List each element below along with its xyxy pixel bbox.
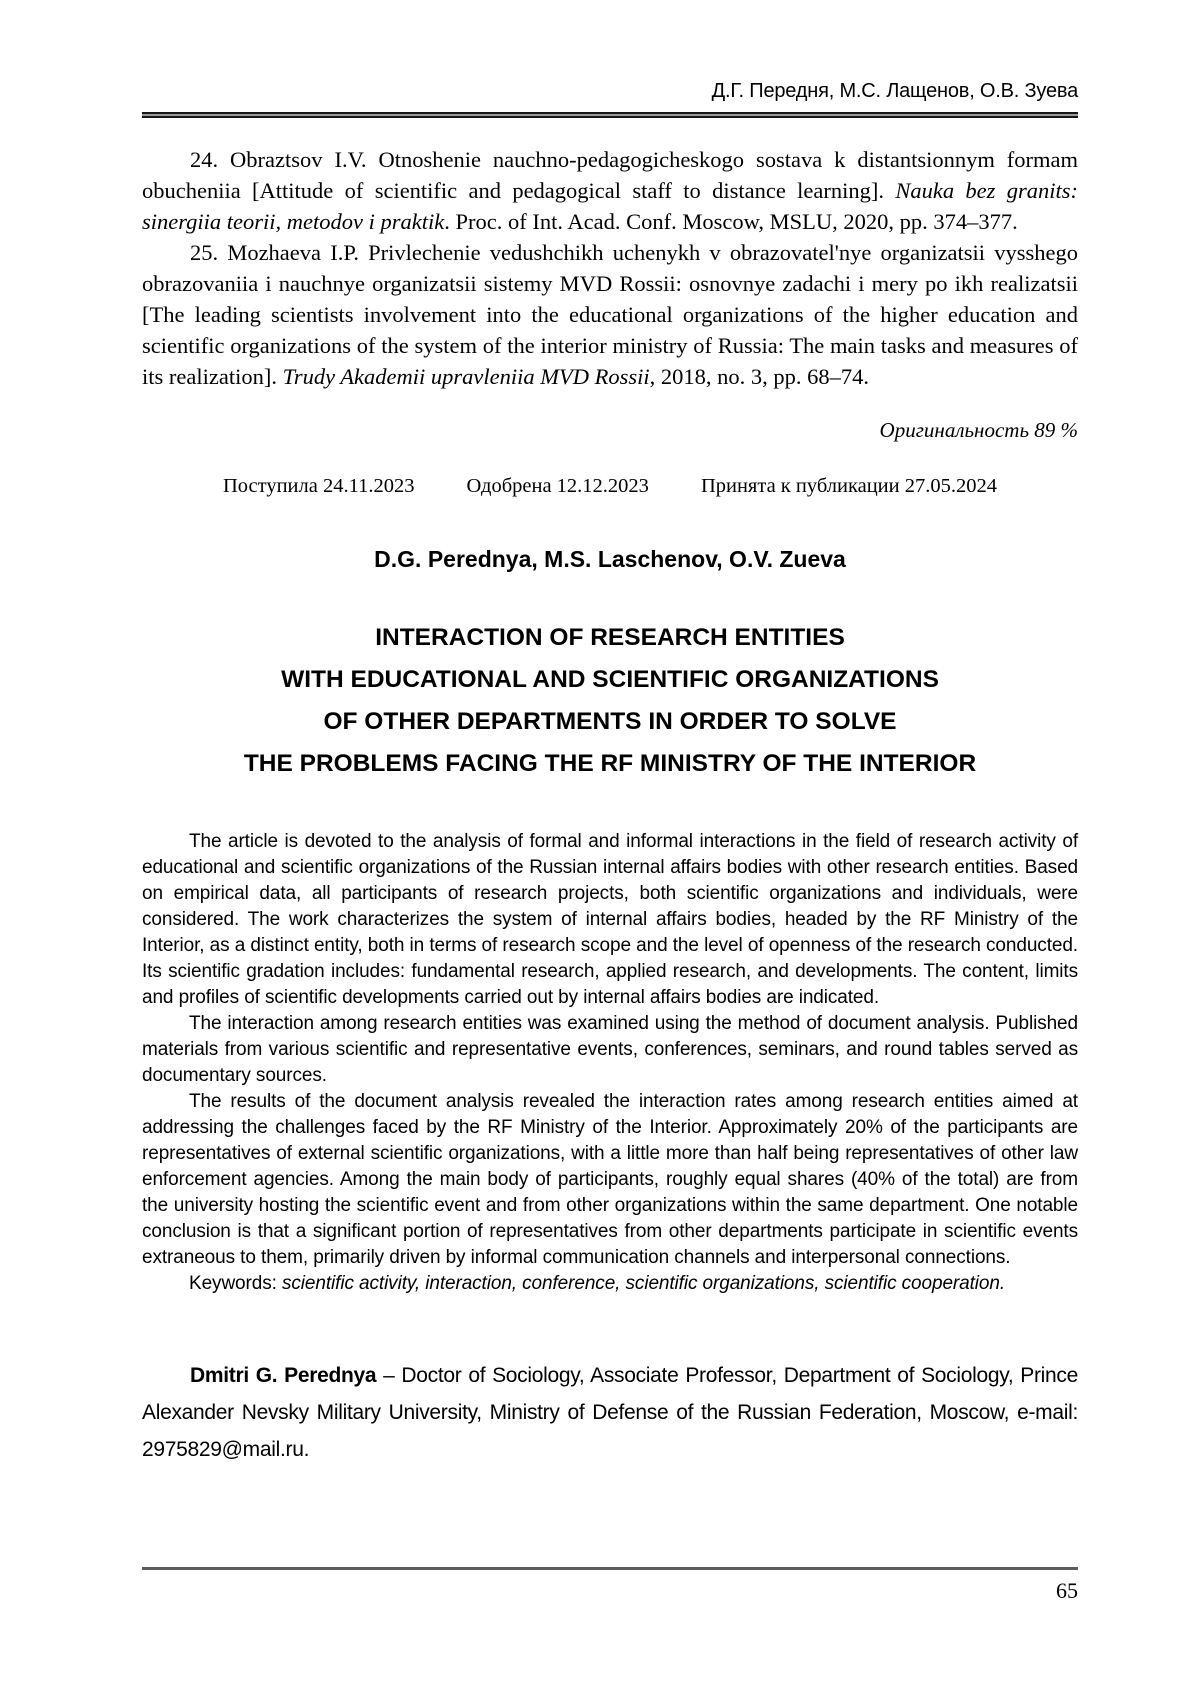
reference-24-source-title: Nauka bez granits: sinergiia teorii, metodov i praktik (142, 178, 1078, 234)
footer-rule (142, 1567, 1078, 1570)
keywords-label: Keywords: (189, 1273, 282, 1294)
author-bio-name: Dmitri G. Perednya (190, 1364, 377, 1387)
date-accepted: Принята к публикации 27.05.2024 (700, 475, 997, 497)
reference-25-tail: , 2018, no. 3, pp. 68–74. (649, 364, 870, 389)
authors-line: D.G. Perednya, M.S. Laschenov, O.V. Zueva (374, 546, 846, 572)
title-line-4: THE PROBLEMS FACING THE RF MINISTRY OF THE INTERIOR (243, 750, 977, 777)
reference-24-text: 24. Obraztsov I.V. Otnoshenie nauchno-pedagogicheskogo sostava k distantsionnym formam obucheniia [Attitude of scientific and pedagogical staff to distance learning]. (142, 147, 1078, 203)
page-number: 65 (1056, 1578, 1078, 1603)
article-title (142, 617, 1078, 785)
abstract-section (142, 829, 1078, 1297)
originality-note: Оригинальность 89 % (879, 418, 1078, 442)
title-line-1: INTERACTION OF RESEARCH ENTITIES (375, 624, 845, 651)
reference-item-24 (142, 144, 1078, 237)
keywords-line (142, 1271, 1078, 1297)
date-received: Поступила 24.11.2023 (222, 475, 415, 497)
abstract-paragraph-1: The article is devoted to the analysis of formal and informal interactions in the field of research activity of educational and scientific organizations of the Russian internal affairs bodies with other research entities. Based on empirical data, all participants of research projects, both scientific organizations and individuals, were considered. The work characterizes the system of internal affairs bodies, headed by the RF Ministry of the Interior, as a distinct entity, both in terms of research scope and the level of openness of the research conducted. Its scientific gradation includes: fundamental research, applied research, and developments. The content, limits and profiles of scientific developments carried out by internal affairs bodies are indicated. (142, 831, 1078, 1008)
abstract-paragraph-3: The results of the document analysis revealed the interaction rates among research entities aimed at addressing the challenges faced by the RF Ministry of the Interior. Approximately 20% of the participants are representatives of external scientific organizations, with a little more than half being representatives of other law enforcement agencies. Among the main body of participants, roughly equal shares (40% of the total) are from the university hosting the scientific event and from other organizations within the same department. One notable conclusion is that a significant portion of representatives from other departments participate in scientific events extraneous to them, primarily driven by informal communication channels and interpersonal connections. (142, 1091, 1078, 1268)
running-head: Д.Г. Передня, М.С. Лащенов, О.В. Зуева (711, 80, 1078, 102)
title-line-3: OF OTHER DEPARTMENTS IN ORDER TO SOLVE (323, 708, 897, 735)
page-body (142, 144, 1078, 1468)
title-line-2: WITH EDUCATIONAL AND SCIENTIFIC ORGANIZATIONS (281, 666, 939, 693)
reference-24-tail: . Proc. of Int. Acad. Conf. Moscow, MSLU, 2020, pp. 374–377. (444, 209, 1018, 234)
dates-row (142, 475, 1078, 498)
header-rule (142, 112, 1078, 118)
date-approved: Одобрена 12.12.2023 (466, 475, 649, 497)
keywords-list: scientific activity, interaction, conference, scientific organizations, scientific cooperation. (281, 1273, 1006, 1294)
page-header (0, 0, 1200, 118)
reference-item-25 (142, 237, 1078, 392)
reference-25-source-title: Trudy Akademii upravleniia MVD Rossii (282, 364, 650, 389)
author-bio (142, 1357, 1078, 1468)
author-bio-text: – Doctor of Sociology, Associate Professor, Department of Sociology, Prince Alexander Nevsky Military University, Ministry of Defense of the Russian Federation, Moscow, e-mail: 2975829@mail.ru. (142, 1364, 1078, 1461)
reference-25-text: 25. Mozhaeva I.P. Privlechenie vedushchikh uchenykh v obrazovatel'nye organizatsii vysshego obrazovaniia i nauchnye organizatsii sistemy MVD Rossii: osnovnye zadachi i mery po ikh realizatsii [The leading scientists involvement into the educational organizations of the higher education and scientific organizations of the system of the interior ministry of Russia: The main tasks and measures of its realization]. (142, 240, 1078, 389)
abstract-paragraph-2: The interaction among research entities was examined using the method of document analysis. Published materials from various scientific and representative events, conferences, seminars, and round tables served as documentary sources. (142, 1013, 1078, 1086)
